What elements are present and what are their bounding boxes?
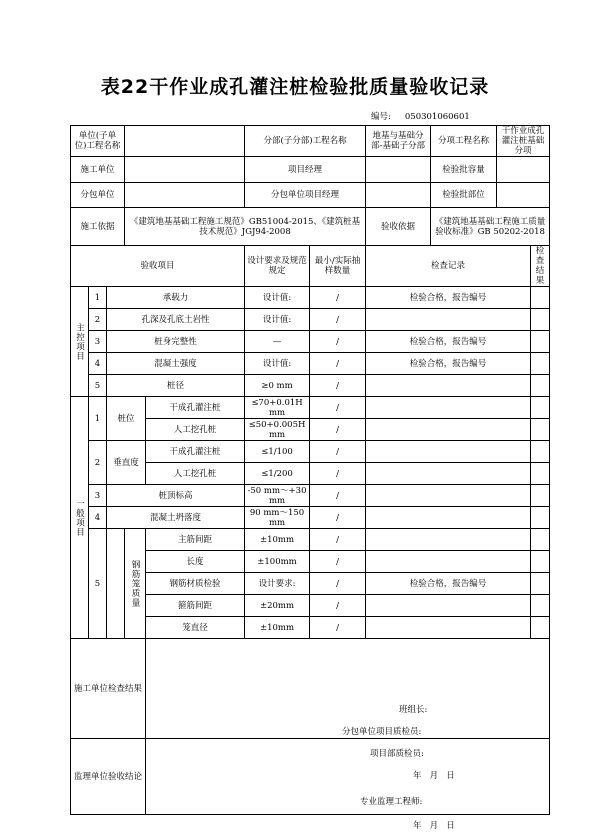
- item-result[interactable]: [531, 375, 550, 397]
- item-sampling: /: [310, 617, 366, 639]
- item-project-value: 干作业成孔灌注桩基础分项: [497, 126, 550, 157]
- items-header: 验收项目: [71, 246, 245, 287]
- item-requirement: ≤1/200: [245, 463, 310, 485]
- sub-item-name: 人工挖孔桩: [146, 463, 245, 485]
- item-record: 检验合格，报告编号: [366, 573, 531, 595]
- item-sampling: /: [310, 529, 366, 551]
- item-requirement: ±100mm: [245, 551, 310, 573]
- table-row: [71, 353, 550, 375]
- sub-project-label: 分部(子分部)工程名称: [245, 126, 366, 157]
- unit-project-label: 单位(子单位)工程名称: [71, 126, 125, 157]
- item-name: 桩位: [107, 397, 146, 441]
- item-requirement: ±20mm: [245, 595, 310, 617]
- item-record[interactable]: [366, 485, 531, 507]
- item-requirement: 设计值:: [245, 353, 310, 375]
- item-no: 4: [89, 353, 107, 375]
- item-requirement: ≤1/100: [245, 441, 310, 463]
- batch-capacity-value[interactable]: [497, 157, 550, 183]
- item-result[interactable]: [531, 507, 550, 529]
- table-row: [71, 309, 550, 331]
- item-requirement: ±10mm: [245, 529, 310, 551]
- item-record: 检验合格，报告编号: [366, 287, 531, 309]
- item-requirement: ≤50+0.005H mm: [245, 419, 310, 441]
- item-sampling: /: [310, 287, 366, 309]
- item-result[interactable]: [531, 485, 550, 507]
- item-name: 混凝土强度: [107, 353, 245, 375]
- item-name: 桩径: [107, 375, 245, 397]
- item-no: 2: [89, 309, 107, 331]
- item-requirement: 90 mm～150 mm: [245, 507, 310, 529]
- main-items-label: 主控项目: [71, 287, 89, 397]
- item-sampling: /: [310, 573, 366, 595]
- inspection-signature-area[interactable]: [146, 639, 550, 781]
- serial-number: [371, 110, 470, 122]
- item-result[interactable]: [531, 529, 550, 551]
- item-requirement: ≤70+0.01H mm: [245, 397, 310, 419]
- item-name: 混凝土坍落度: [107, 507, 245, 529]
- item-no: 5: [89, 529, 107, 639]
- project-manager-label: 项目经理: [245, 157, 366, 183]
- table-row: [71, 529, 550, 551]
- item-sampling: /: [310, 331, 366, 353]
- item-sampling: /: [310, 441, 366, 463]
- item-result[interactable]: [531, 397, 550, 419]
- header-row-3: [71, 183, 550, 208]
- subcontract-unit-label: 分包单位: [71, 183, 125, 208]
- item-name: 桩身完整性: [107, 331, 245, 353]
- item-record: [366, 375, 531, 397]
- item-result[interactable]: [531, 573, 550, 595]
- construction-basis-label: 施工依据: [71, 208, 125, 246]
- supervision-row: [71, 739, 550, 815]
- item-requirement: 设计要求:: [245, 573, 310, 595]
- sub-item-name: 干成孔灌注桩: [146, 397, 245, 419]
- supervision-signature-area[interactable]: [146, 739, 550, 831]
- acceptance-basis-value: 《建筑地基基础工程施工质量验收标准》GB 50202-2018: [431, 208, 550, 246]
- sub-item-name: 箍筋间距: [146, 595, 245, 617]
- item-sampling: /: [310, 309, 366, 331]
- item-result[interactable]: [531, 353, 550, 375]
- acceptance-basis-label: 验收依据: [366, 208, 431, 246]
- table-row: [71, 441, 550, 463]
- serial-label: 编号:: [371, 112, 391, 122]
- header-row-2: [71, 157, 550, 183]
- item-requirement: 设计值:: [245, 309, 310, 331]
- item-record[interactable]: [366, 397, 531, 419]
- item-record: [366, 529, 531, 551]
- supervision-date: 年 月 日: [413, 820, 455, 831]
- sub-quality-label: 分包单位项目质检员:: [342, 726, 422, 737]
- item-result[interactable]: [531, 441, 550, 463]
- item-no: 3: [89, 331, 107, 353]
- team-leader-label: 班组长:: [399, 704, 428, 715]
- item-result[interactable]: [531, 331, 550, 353]
- item-no: 1: [89, 287, 107, 309]
- item-record[interactable]: [366, 463, 531, 485]
- serial-value: 050301060601: [404, 112, 470, 122]
- batch-location-value[interactable]: [497, 183, 550, 208]
- subcontract-manager-value[interactable]: [366, 183, 431, 208]
- table-row: [71, 507, 550, 529]
- batch-capacity-label: 检验批容量: [431, 157, 497, 183]
- item-requirement: —: [245, 331, 310, 353]
- item-no: 3: [89, 485, 107, 507]
- item-sampling: /: [310, 375, 366, 397]
- item-record: 检验合格，报告编号: [366, 353, 531, 375]
- item-sampling: /: [310, 507, 366, 529]
- unit-project-value[interactable]: [125, 126, 245, 157]
- item-requirement: ±10mm: [245, 617, 310, 639]
- item-no: 5: [89, 375, 107, 397]
- sub-item-name: 干成孔灌注桩: [146, 441, 245, 463]
- item-record[interactable]: [366, 419, 531, 441]
- item-sampling: /: [310, 397, 366, 419]
- item-record[interactable]: [366, 441, 531, 463]
- general-items-label: 一般项目: [71, 397, 89, 639]
- item-sampling: /: [310, 485, 366, 507]
- item-result[interactable]: [531, 551, 550, 573]
- requirement-header: 设计要求及规范规定: [245, 246, 310, 287]
- item-result[interactable]: [531, 595, 550, 617]
- item-sampling: /: [310, 353, 366, 375]
- construction-unit-value[interactable]: [125, 157, 245, 183]
- construction-unit-label: 施工单位: [71, 157, 125, 183]
- item-requirement: -50 mm～+30 mm: [245, 485, 310, 507]
- item-no: 2: [89, 441, 107, 485]
- table-row: [71, 287, 550, 309]
- column-header-row: [71, 246, 550, 287]
- supervision-label: 监理单位验收结论: [71, 739, 146, 815]
- table-row: [71, 375, 550, 397]
- subcontract-manager-label: 分包单位项目经理: [245, 183, 366, 208]
- item-requirement: ≥0 mm: [245, 375, 310, 397]
- header-row-1: [71, 126, 550, 157]
- page-title: 表22干作业成孔灌注桩检验批质量验收记录: [100, 76, 490, 98]
- sampling-header: 最小/实际抽样数量: [310, 246, 366, 287]
- subcontract-unit-value[interactable]: [125, 183, 245, 208]
- sub-item-name: 笼直径: [146, 617, 245, 639]
- item-record: 检验合格，报告编号: [366, 331, 531, 353]
- item-sampling: /: [310, 595, 366, 617]
- item-record: [366, 309, 531, 331]
- batch-location-label: 检验批部位: [431, 183, 497, 208]
- item-sampling: /: [310, 463, 366, 485]
- inspection-row: [71, 639, 550, 739]
- item-name: 承载力: [107, 287, 245, 309]
- sub-item-name: 主筋间距: [146, 529, 245, 551]
- item-sampling: /: [310, 419, 366, 441]
- item-sampling: /: [310, 551, 366, 573]
- item-record: [366, 595, 531, 617]
- engineer-label: 专业监理工程师:: [360, 796, 423, 807]
- spacer-cell: [107, 529, 125, 639]
- project-manager-value[interactable]: [366, 157, 431, 183]
- item-result[interactable]: [531, 419, 550, 441]
- item-name: 孔深及孔底土岩性: [107, 309, 245, 331]
- item-result[interactable]: [531, 309, 550, 331]
- result-header: 检查结果: [531, 246, 550, 287]
- item-result[interactable]: [531, 287, 550, 309]
- construction-basis-value: 《建筑地基基础工程施工规范》GB51004-2015、《建筑桩基技术规范》JGJ94-2008: [125, 208, 366, 246]
- item-record[interactable]: [366, 507, 531, 529]
- item-name-vertical: 钢筋笼质量: [125, 529, 146, 639]
- table-row: [71, 485, 550, 507]
- header-row-4: [71, 208, 550, 246]
- item-name: 垂直度: [107, 441, 146, 485]
- item-requirement: 设计值:: [245, 287, 310, 309]
- sub-item-name: 钢筋材质检验: [146, 573, 245, 595]
- inspection-label: 施工单位检查结果: [71, 639, 146, 739]
- sub-item-name: 人工挖孔桩: [146, 419, 245, 441]
- sub-project-value: 地基与基础分部-基础子分部: [366, 126, 431, 157]
- item-project-label: 分项工程名称: [431, 126, 497, 157]
- item-record: [366, 617, 531, 639]
- item-no: 1: [89, 397, 107, 441]
- inspection-date: 年 月 日: [413, 770, 455, 781]
- table-row: [71, 397, 550, 419]
- item-no: 4: [89, 507, 107, 529]
- quality-label: 项目部质检员:: [370, 748, 424, 759]
- item-result[interactable]: [531, 617, 550, 639]
- item-name: 桩顶标高: [107, 485, 245, 507]
- record-header: 检查记录: [366, 246, 531, 287]
- item-result[interactable]: [531, 463, 550, 485]
- item-record: [366, 551, 531, 573]
- table-row: [71, 331, 550, 353]
- sub-item-name: 长度: [146, 551, 245, 573]
- acceptance-form: [70, 125, 550, 831]
